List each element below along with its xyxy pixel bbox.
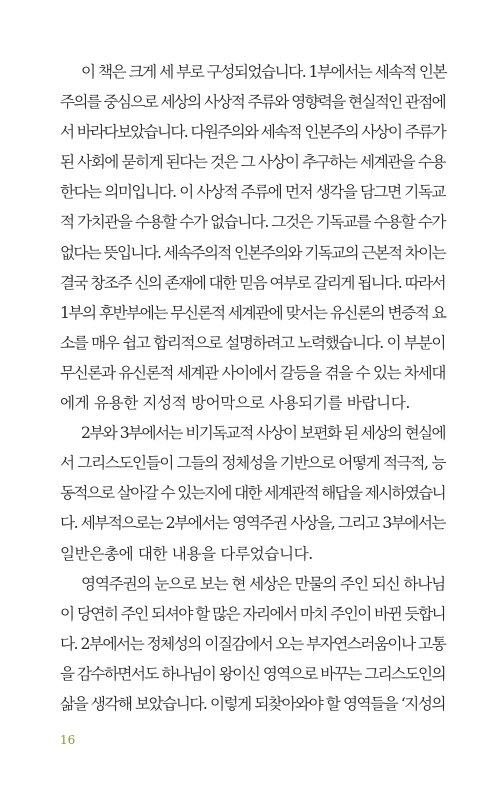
paragraph-1 [60, 57, 445, 418]
paragraph-line: 이 당연히 주인 되셔야 할 많은 자리에서 마치 주인이 바뀐 듯합니 [60, 604, 445, 623]
paragraph-line: 영역주권의 눈으로 보는 현 세상은 만물의 주인 되신 하나님 [81, 574, 445, 593]
paragraph-line: 된 사회에 묻히게 된다는 것은 그 사상이 추구하는 세계관을 수용 [60, 153, 445, 172]
paragraph-line: 소를 매우 쉽고 합리적으로 설명하려고 노력했습니다. 이 부분이 [60, 333, 445, 352]
paragraph-line: 서 바라다보았습니다. 다원주의와 세속적 인본주의 사상이 주류가 [60, 123, 445, 142]
paragraph-line: 1부의 후반부에는 무신론적 세계관에 맞서는 유신론의 변증적 요 [60, 303, 446, 322]
paragraph-2 [60, 418, 445, 568]
paragraph-line: 없다는 뜻입니다. 세속주의적 인본주의와 기독교의 근본적 차이는 [60, 243, 445, 262]
paragraph-line: 서 그리스도인들이 그들의 정체성을 기반으로 어떻게 적극적, 능 [60, 454, 445, 473]
paragraph-line: 무신론과 유신론적 세계관 사이에서 갈등을 겪을 수 있는 차세대 [60, 363, 445, 382]
page-number: 16 [60, 733, 76, 747]
paragraph-line: 동적으로 살아갈 수 있는지에 대한 세계관적 해답을 제시하였습니 [60, 484, 445, 503]
paragraph-line: 한다는 의미입니다. 이 사상적 주류에 먼저 생각을 담그면 기독교 [60, 183, 445, 202]
paragraph-3 [60, 569, 445, 719]
paragraph-line: 삶을 생각해 보았습니다. 이렇게 되찾아와야 할 영역들을 ‘지성의 [60, 694, 445, 713]
paragraph-line: 에게 유용한 지성적 방어막으로 사용되기를 바랍니다. [60, 394, 410, 413]
paragraph-line: 2부와 3부에서는 비기독교적 사상이 보편화 된 세상의 현실에 [81, 424, 445, 443]
paragraph-line: 주의를 중심으로 세상의 사상적 주류와 영향력을 현실적인 관점에 [60, 93, 445, 112]
paragraph-line: 다. 세부적으로는 2부에서는 영역주권 사상을, 그리고 3부에서는 [60, 514, 445, 533]
page-body [60, 57, 445, 719]
paragraph-line: 결국 창조주 신의 존재에 대한 믿음 여부로 갈리게 됩니다. 따라서 [60, 273, 445, 292]
paragraph-line: 이 책은 크게 세 부로 구성되었습니다. 1부에서는 세속적 인본 [81, 63, 447, 81]
paragraph-line: 다. 2부에서는 정체성의 이질감에서 오는 부자연스러움이나 고통 [60, 634, 446, 653]
paragraph-line: 적 가치관을 수용할 수가 없습니다. 그것은 기독교를 수용할 수가 [60, 213, 445, 232]
paragraph-line: 일반은총에 대한 내용을 다루었습니다. [60, 544, 313, 563]
paragraph-line: 을 감수하면서도 하나님이 왕이신 영역으로 바꾸는 그리스도인의 [60, 664, 445, 683]
